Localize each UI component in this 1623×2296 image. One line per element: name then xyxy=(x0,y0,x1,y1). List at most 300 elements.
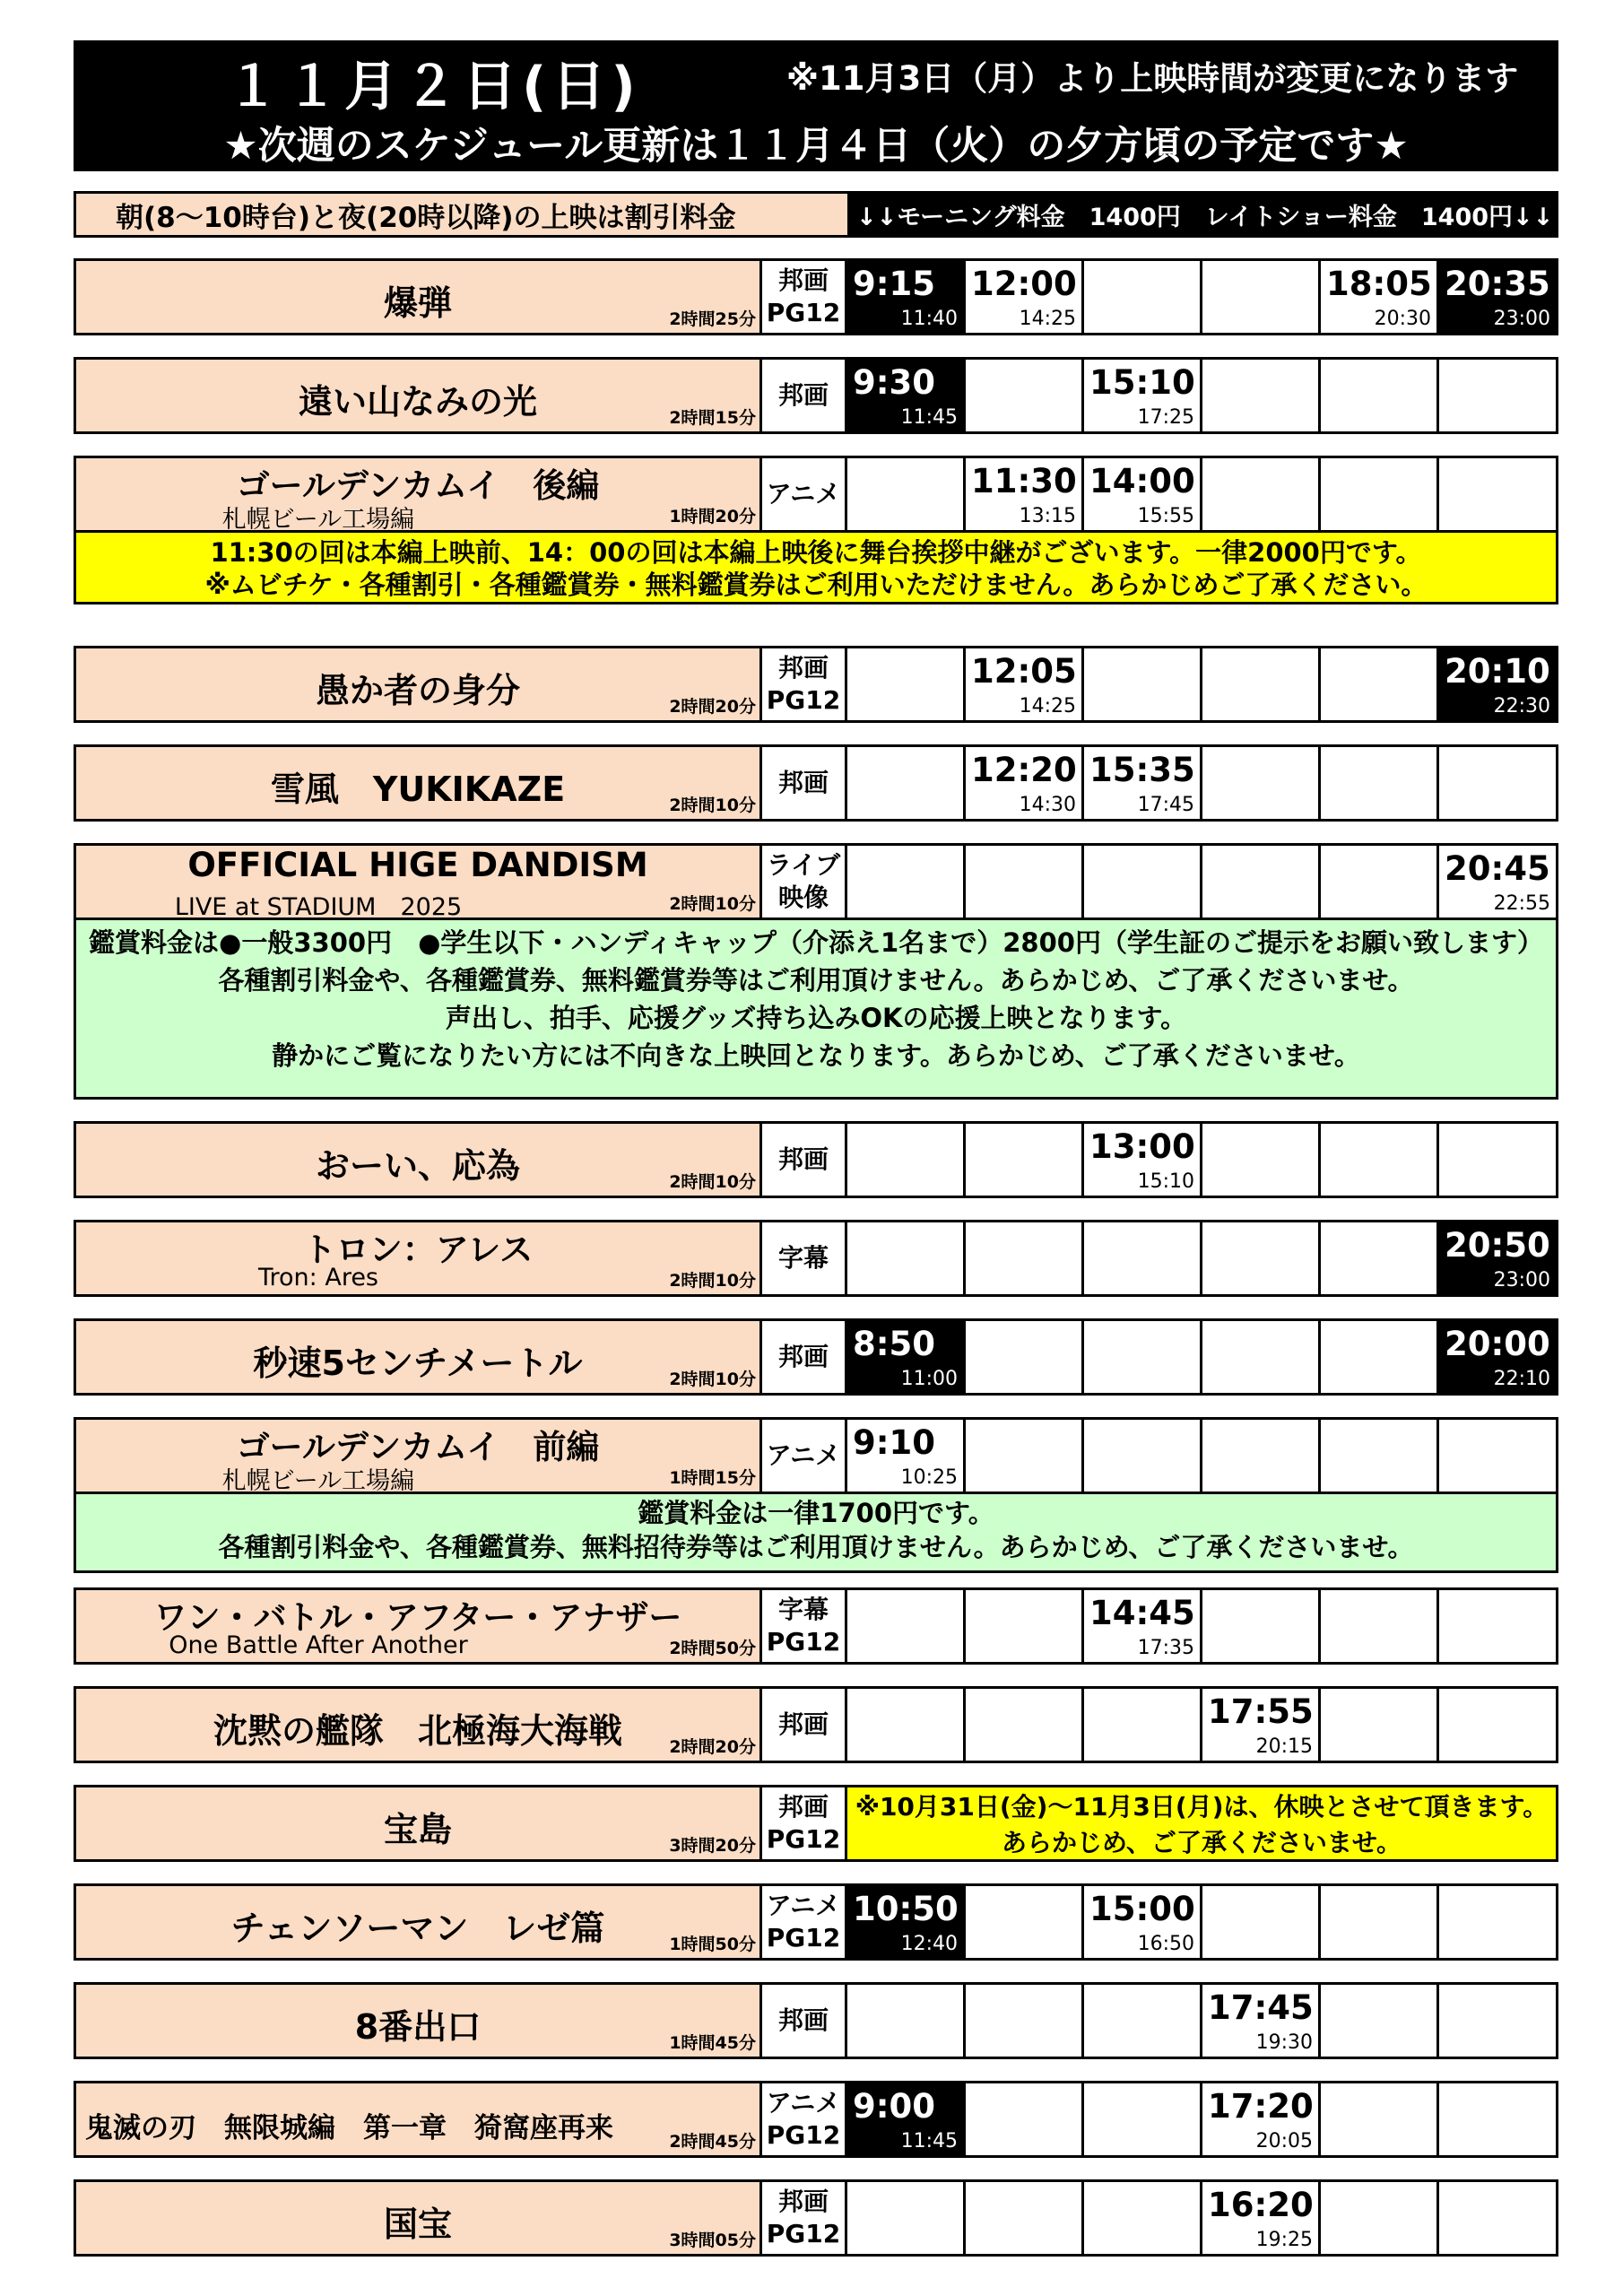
empty-slot xyxy=(1321,1420,1439,1492)
showtime-end: 16:50 xyxy=(1137,1933,1194,1955)
showtime-slot[interactable] xyxy=(1202,1985,1321,2057)
movie-format xyxy=(762,458,847,530)
rating-label: PG12 xyxy=(766,1923,841,1952)
format-label: ライブ xyxy=(766,850,841,880)
notice-line: 11:30の回は本編上映前、14：00の回は本編上映後に舞台挨拶中継がございます。一律2000円です。 xyxy=(210,537,1422,568)
showtime-start: 13:00 xyxy=(1089,1127,1195,1166)
movie-row xyxy=(74,1587,1558,1665)
showtime-end: 20:15 xyxy=(1255,1735,1313,1758)
empty-slot xyxy=(1321,2182,1439,2254)
showtime-slot[interactable] xyxy=(966,747,1084,819)
showtime-start: 9:10 xyxy=(853,1423,936,1462)
movie-title-cell xyxy=(76,1689,762,1761)
movie-title-cell xyxy=(76,648,762,720)
empty-slot xyxy=(1321,458,1439,530)
empty-slot xyxy=(966,1420,1084,1492)
empty-slot xyxy=(1439,1124,1556,1196)
showtime-end: 15:10 xyxy=(1137,1170,1194,1193)
showtime-slot[interactable] xyxy=(1084,1590,1202,1662)
empty-slot xyxy=(1321,1590,1439,1662)
movie-block xyxy=(74,1318,1558,1396)
movie-duration: 2時間20分 xyxy=(669,697,756,717)
showtime-end: 14:30 xyxy=(1019,794,1076,816)
format-label: 邦画 xyxy=(777,768,829,797)
showtime-end: 11:45 xyxy=(900,2130,958,2152)
movie-format xyxy=(762,1590,847,1662)
empty-slot xyxy=(966,1222,1084,1294)
event-notice xyxy=(74,533,1558,604)
showtime-slot[interactable] xyxy=(966,648,1084,720)
showtime-slot[interactable] xyxy=(1084,1124,1202,1196)
movie-duration: 1時間45分 xyxy=(669,2033,756,2053)
format-label: 邦画 xyxy=(777,2187,829,2216)
format-label: 邦画 xyxy=(777,380,829,410)
empty-slot xyxy=(1084,1222,1202,1294)
empty-slot xyxy=(1321,1321,1439,1393)
movie-title: ゴールデンカムイ 後編 xyxy=(236,466,600,505)
format-label: アニメ xyxy=(766,2088,841,2118)
empty-slot xyxy=(1202,648,1321,720)
empty-slot xyxy=(847,1124,966,1196)
movie-format xyxy=(762,648,847,720)
pricing-notice xyxy=(74,920,1558,1100)
showtime-slot[interactable] xyxy=(1084,360,1202,431)
showtime-end: 17:45 xyxy=(1137,794,1194,816)
notice-line: 鑑賞料金は●一般3300円 ●学生以下・ハンディキャップ（介添え1名まで）2800円（学生証のご提示をお願い致します） xyxy=(89,927,1543,958)
rating-label: PG12 xyxy=(766,1824,841,1854)
empty-slot xyxy=(1439,1886,1556,1958)
movie-duration: 3時間05分 xyxy=(669,2231,756,2250)
showtime-slot[interactable] xyxy=(847,2083,966,2155)
notice-line: あらかじめ、ご了承くださいませ。 xyxy=(1001,1828,1402,1857)
movie-title-cell xyxy=(76,1124,762,1196)
showtime-start: 18:05 xyxy=(1326,265,1432,303)
empty-slot xyxy=(1202,261,1321,333)
empty-slot xyxy=(966,2182,1084,2254)
empty-slot xyxy=(966,360,1084,431)
empty-slot xyxy=(1084,1689,1202,1761)
movie-title-cell xyxy=(76,747,762,819)
movie-row xyxy=(74,1121,1558,1198)
movie-title: 秒速5センチメートル xyxy=(253,1344,583,1383)
showtime-slot[interactable] xyxy=(1202,1689,1321,1761)
showtime-slot[interactable] xyxy=(1439,1321,1556,1393)
showtime-start: 20:00 xyxy=(1445,1325,1550,1363)
movie-block xyxy=(74,1982,1558,2059)
movie-title-cell xyxy=(76,1420,762,1495)
showtime-start: 17:45 xyxy=(1208,1988,1314,2027)
movie-format xyxy=(762,2083,847,2155)
empty-slot xyxy=(1084,1321,1202,1393)
movie-title: OFFICIAL HIGE DANDISM xyxy=(187,846,648,884)
empty-slot xyxy=(1202,458,1321,530)
movie-row xyxy=(74,456,1558,533)
showtime-start: 20:50 xyxy=(1445,1226,1550,1265)
empty-slot xyxy=(847,747,966,819)
empty-slot xyxy=(1321,1689,1439,1761)
empty-slot xyxy=(1202,1886,1321,1958)
movie-format xyxy=(762,747,847,819)
empty-slot xyxy=(966,1886,1084,1958)
showtime-end: 20:30 xyxy=(1374,308,1431,330)
rating-label: PG12 xyxy=(766,1627,841,1657)
movie-block xyxy=(74,646,1558,723)
movie-duration: 2時間25分 xyxy=(669,309,756,329)
empty-slot xyxy=(1321,846,1439,918)
showtime-start: 9:30 xyxy=(853,363,936,402)
showtime-end: 11:00 xyxy=(900,1368,958,1390)
showtime-slot[interactable] xyxy=(1439,846,1556,918)
movie-format xyxy=(762,846,847,918)
format-label: 字幕 xyxy=(777,1595,829,1624)
movie-title-cell xyxy=(76,360,762,431)
movie-block xyxy=(74,744,1558,822)
schedule-header xyxy=(74,40,1558,171)
showtime-start: 12:20 xyxy=(971,751,1077,789)
showtime-end: 14:25 xyxy=(1019,308,1076,330)
showtime-end: 12:40 xyxy=(900,1933,958,1955)
showtime-start: 12:05 xyxy=(971,652,1077,691)
showtime-end: 17:25 xyxy=(1137,406,1194,429)
movie-row xyxy=(74,258,1558,335)
showtime-start: 20:35 xyxy=(1445,265,1550,303)
showtime-end: 11:45 xyxy=(900,406,958,429)
showtime-start: 15:35 xyxy=(1089,751,1195,789)
empty-slot xyxy=(1084,648,1202,720)
movie-row xyxy=(74,1883,1558,1961)
showtime-slot[interactable] xyxy=(1321,261,1439,333)
empty-slot xyxy=(1202,360,1321,431)
empty-slot xyxy=(1084,261,1202,333)
price-bar xyxy=(74,191,1558,238)
movie-title: ワン・バトル・アフター・アナザー xyxy=(153,1598,682,1637)
showtime-end: 23:00 xyxy=(1493,308,1550,330)
empty-slot xyxy=(1439,458,1556,530)
movie-duration: 2時間10分 xyxy=(669,1370,756,1389)
showtime-start: 11:30 xyxy=(971,462,1077,500)
movie-duration: 1時間20分 xyxy=(669,507,756,526)
showtime-start: 9:15 xyxy=(853,265,936,303)
movie-title: 雪風 YUKIKAZE xyxy=(270,770,566,809)
empty-slot xyxy=(847,1590,966,1662)
movie-title-cell xyxy=(76,1590,762,1662)
showtime-slot[interactable] xyxy=(1439,1222,1556,1294)
empty-slot xyxy=(1321,648,1439,720)
movie-title: チェンソーマン レゼ篇 xyxy=(230,1909,605,1948)
empty-slot xyxy=(1084,2182,1202,2254)
empty-slot xyxy=(1202,846,1321,918)
movie-duration: 2時間15分 xyxy=(669,408,756,428)
showtime-start: 10:50 xyxy=(853,1890,959,1928)
next-update-notice: ★次週のスケジュール更新は１１月４日（火）の夕方頃の予定です★ xyxy=(223,124,1409,169)
showtime-start: 8:50 xyxy=(853,1325,936,1363)
showtime-end: 10:25 xyxy=(900,1466,958,1489)
empty-slot xyxy=(1202,1222,1321,1294)
movie-block xyxy=(74,1883,1558,1961)
movie-subtitle: 札幌ビール工場編 xyxy=(221,506,415,534)
movie-format xyxy=(762,1689,847,1761)
empty-slot xyxy=(1202,1321,1321,1393)
format-label: 字幕 xyxy=(777,1243,829,1273)
empty-slot xyxy=(847,2182,966,2254)
empty-slot xyxy=(966,1321,1084,1393)
empty-slot xyxy=(1439,1689,1556,1761)
movie-row xyxy=(74,744,1558,822)
empty-slot xyxy=(1321,1124,1439,1196)
movie-duration: 2時間45分 xyxy=(669,2132,756,2152)
showtime-slot[interactable] xyxy=(847,1321,966,1393)
suspension-notice xyxy=(847,1787,1556,1859)
showtime-end: 19:30 xyxy=(1255,2031,1313,2054)
notice-line: 静かにご覧になりたい方には不向きな上映回となります。あらかじめ、ご了承くださいませ。 xyxy=(272,1040,1360,1071)
movie-title: トロン：アレス xyxy=(302,1231,534,1269)
movie-block xyxy=(74,1686,1558,1763)
movie-title-cell xyxy=(76,1886,762,1958)
empty-slot xyxy=(1439,1590,1556,1662)
movie-duration: 2時間10分 xyxy=(669,1172,756,1192)
movie-title-cell xyxy=(76,1787,762,1859)
movie-block xyxy=(74,2081,1558,2158)
empty-slot xyxy=(1084,846,1202,918)
empty-slot xyxy=(847,846,966,918)
movie-title: 宝島 xyxy=(383,1810,452,1849)
format-label: 邦画 xyxy=(777,1144,829,1174)
movie-block xyxy=(74,258,1558,335)
movie-format xyxy=(762,1321,847,1393)
format-label: 邦画 xyxy=(777,2005,829,2035)
notice-line: 各種割引料金や、各種鑑賞券、無料鑑賞券等はご利用頂けません。あらかじめ、ご了承くださいませ。 xyxy=(218,965,1414,996)
showtime-start: 14:45 xyxy=(1089,1594,1195,1632)
empty-slot xyxy=(1321,1222,1439,1294)
empty-slot xyxy=(847,1985,966,2057)
movie-format xyxy=(762,1886,847,1958)
format-label: アニメ xyxy=(766,1440,841,1470)
rating-label: PG12 xyxy=(766,2219,841,2248)
empty-slot xyxy=(966,2083,1084,2155)
notice-line: 各種割引料金や、各種鑑賞券、無料招待券等はご利用頂けません。あらかじめ、ご了承くださいませ。 xyxy=(218,1532,1414,1562)
rating-label: PG12 xyxy=(766,2120,841,2150)
notice-line: ※10月31日(金)～11月3日(月)は、休映とさせて頂きます。 xyxy=(855,1792,1549,1822)
showtime-start: 20:10 xyxy=(1445,652,1550,691)
movie-duration: 3時間20分 xyxy=(669,1836,756,1856)
showtime-slot[interactable] xyxy=(1084,458,1202,530)
movie-format xyxy=(762,261,847,333)
movie-block xyxy=(74,1417,1558,1573)
movie-title: 遠い山なみの光 xyxy=(298,382,537,422)
movie-title-cell xyxy=(76,1985,762,2057)
empty-slot xyxy=(1439,360,1556,431)
empty-slot xyxy=(847,458,966,530)
movie-format xyxy=(762,1787,847,1859)
empty-slot xyxy=(1084,1985,1202,2057)
empty-slot xyxy=(847,1689,966,1761)
showtime-slot[interactable] xyxy=(1202,2182,1321,2254)
showtime-start: 20:45 xyxy=(1445,849,1550,888)
format-label: アニメ xyxy=(766,479,841,509)
empty-slot xyxy=(1321,1886,1439,1958)
movie-duration: 2時間10分 xyxy=(669,1271,756,1291)
movie-format xyxy=(762,360,847,431)
showtime-end: 22:30 xyxy=(1493,695,1550,718)
showtime-start: 12:00 xyxy=(971,265,1077,303)
showtime-end: 11:40 xyxy=(900,308,958,330)
movie-title-cell xyxy=(76,2083,762,2155)
movie-duration: 2時間10分 xyxy=(669,796,756,815)
showtime-slot[interactable] xyxy=(966,458,1084,530)
movie-format xyxy=(762,1985,847,2057)
format-label: 邦画 xyxy=(777,1709,829,1739)
movie-block xyxy=(74,1121,1558,1198)
empty-slot xyxy=(1439,1420,1556,1492)
showtime-start: 15:10 xyxy=(1089,363,1195,402)
showtime-end: 15:55 xyxy=(1137,505,1194,527)
showtime-slot[interactable] xyxy=(847,360,966,431)
empty-slot xyxy=(847,1222,966,1294)
movie-title: ゴールデンカムイ 前編 xyxy=(236,1428,600,1466)
empty-slot xyxy=(1321,1985,1439,2057)
movie-title: 愚か者の身分 xyxy=(315,671,520,710)
movie-row xyxy=(74,843,1558,920)
empty-slot xyxy=(847,648,966,720)
showtime-end: 22:10 xyxy=(1493,1368,1550,1390)
movie-title: 沈黙の艦隊 北極海大海戦 xyxy=(213,1711,622,1751)
format-label: 邦画 xyxy=(777,1342,829,1371)
empty-slot xyxy=(1084,1420,1202,1492)
movie-title-cell xyxy=(76,1321,762,1393)
rating-label: PG12 xyxy=(766,685,841,715)
showtime-slot[interactable] xyxy=(1084,747,1202,819)
movie-title-cell xyxy=(76,2182,762,2254)
movie-title: 8番出口 xyxy=(354,2007,482,2047)
empty-slot xyxy=(1321,360,1439,431)
movie-duration: 1時間50分 xyxy=(669,1935,756,1954)
movie-block xyxy=(74,1785,1558,1862)
movie-row xyxy=(74,2081,1558,2158)
movie-block xyxy=(74,1587,1558,1665)
empty-slot xyxy=(1202,1124,1321,1196)
movie-title: おーい、応為 xyxy=(315,1146,520,1186)
format-label: 邦画 xyxy=(777,265,829,295)
showtime-end: 19:25 xyxy=(1255,2229,1313,2251)
discount-info: 朝(8～10時台)と夜(20時以降)の上映は割引料金 xyxy=(76,194,847,235)
movie-title: 鬼滅の刃 無限城編 第一章 猗窩座再来 xyxy=(85,2112,613,2144)
movie-title-cell xyxy=(76,261,762,333)
movie-row xyxy=(74,1318,1558,1396)
showtime-slot[interactable] xyxy=(847,261,966,333)
movie-title: 爆弾 xyxy=(383,283,452,323)
movie-format xyxy=(762,2182,847,2254)
showtime-slot[interactable] xyxy=(1439,261,1556,333)
format-label: 邦画 xyxy=(777,1792,829,1822)
movie-row xyxy=(74,1982,1558,2059)
movie-block xyxy=(74,2179,1558,2257)
empty-slot xyxy=(1439,2182,1556,2254)
movie-row xyxy=(74,1417,1558,1494)
notice-line: ※ムビチケ・各種割引・各種鑑賞券・無料鑑賞券はご利用いただけません。あらかじめご了承ください。 xyxy=(204,570,1428,600)
format-label: 邦画 xyxy=(777,653,829,683)
rating-label: PG12 xyxy=(766,298,841,327)
movie-duration: 2時間50分 xyxy=(669,1639,756,1658)
movie-format xyxy=(762,1124,847,1196)
movie-block xyxy=(74,456,1558,604)
showtime-slot[interactable] xyxy=(1202,2083,1321,2155)
showtime-end: 13:15 xyxy=(1019,505,1076,527)
empty-slot xyxy=(1202,1420,1321,1492)
movie-format xyxy=(762,1222,847,1294)
movie-subtitle: One Battle After Another xyxy=(169,1631,468,1659)
discount-prices: ↓↓モーニング料金 1400円 レイトショー料金 1400円↓↓ xyxy=(847,194,1556,235)
movie-row xyxy=(74,357,1558,434)
empty-slot xyxy=(1084,2083,1202,2155)
showtime-start: 15:00 xyxy=(1089,1890,1195,1928)
notice-line: 声出し、拍手、応援グッズ持ち込みOKの応援上映となります。 xyxy=(445,1003,1187,1033)
empty-slot xyxy=(1202,1590,1321,1662)
movie-duration: 1時間15分 xyxy=(669,1468,756,1488)
empty-slot xyxy=(1321,747,1439,819)
showtime-slot[interactable] xyxy=(1084,1886,1202,1958)
showtime-end: 14:25 xyxy=(1019,695,1076,718)
showtime-start: 17:55 xyxy=(1208,1692,1314,1731)
showtime-end: 22:55 xyxy=(1493,892,1550,915)
pricing-notice xyxy=(74,1494,1558,1573)
movie-title-cell xyxy=(76,846,762,921)
empty-slot xyxy=(1439,747,1556,819)
schedule-change-note: ※11月3日（月）より上映時間が変更になります xyxy=(786,59,1519,98)
movie-title-cell xyxy=(76,1222,762,1294)
empty-slot xyxy=(1202,747,1321,819)
empty-slot xyxy=(1439,2083,1556,2155)
schedule-date: １１月２日(日) xyxy=(226,56,641,118)
empty-slot xyxy=(966,1124,1084,1196)
movie-row xyxy=(74,2179,1558,2257)
showtime-end: 17:35 xyxy=(1137,1637,1194,1659)
rating-label: 映像 xyxy=(777,883,829,912)
showtime-start: 14:00 xyxy=(1089,462,1195,500)
movie-subtitle: Tron: Ares xyxy=(258,1264,378,1292)
movie-block xyxy=(74,357,1558,434)
format-label: アニメ xyxy=(766,1891,841,1920)
movie-subtitle: 札幌ビール工場編 xyxy=(221,1467,415,1495)
notice-line: 鑑賞料金は一律1700円です。 xyxy=(638,1498,994,1528)
movie-duration: 2時間10分 xyxy=(669,894,756,914)
showtime-start: 9:00 xyxy=(853,2087,936,2126)
movie-title: 国宝 xyxy=(383,2205,452,2244)
empty-slot xyxy=(966,846,1084,918)
movie-subtitle: LIVE at STADIUM 2025 xyxy=(174,893,463,921)
movie-row xyxy=(74,1220,1558,1297)
showtime-slot[interactable] xyxy=(847,1886,966,1958)
showtime-slot[interactable] xyxy=(847,1420,966,1492)
movie-title-cell xyxy=(76,458,762,534)
movie-row xyxy=(74,646,1558,723)
showtime-slot[interactable] xyxy=(1439,648,1556,720)
empty-slot xyxy=(1321,2083,1439,2155)
showtime-slot[interactable] xyxy=(966,261,1084,333)
showtime-start: 16:20 xyxy=(1208,2186,1314,2224)
movie-block xyxy=(74,1220,1558,1297)
movie-duration: 2時間20分 xyxy=(669,1737,756,1757)
showtime-start: 17:20 xyxy=(1208,2087,1314,2126)
showtime-end: 20:05 xyxy=(1255,2130,1313,2152)
movie-row xyxy=(74,1785,1558,1862)
empty-slot xyxy=(1439,1985,1556,2057)
empty-slot xyxy=(966,1590,1084,1662)
movie-format xyxy=(762,1420,847,1492)
empty-slot xyxy=(966,1689,1084,1761)
movie-row xyxy=(74,1686,1558,1763)
showtime-end: 23:00 xyxy=(1493,1269,1550,1292)
movie-block xyxy=(74,843,1558,1100)
